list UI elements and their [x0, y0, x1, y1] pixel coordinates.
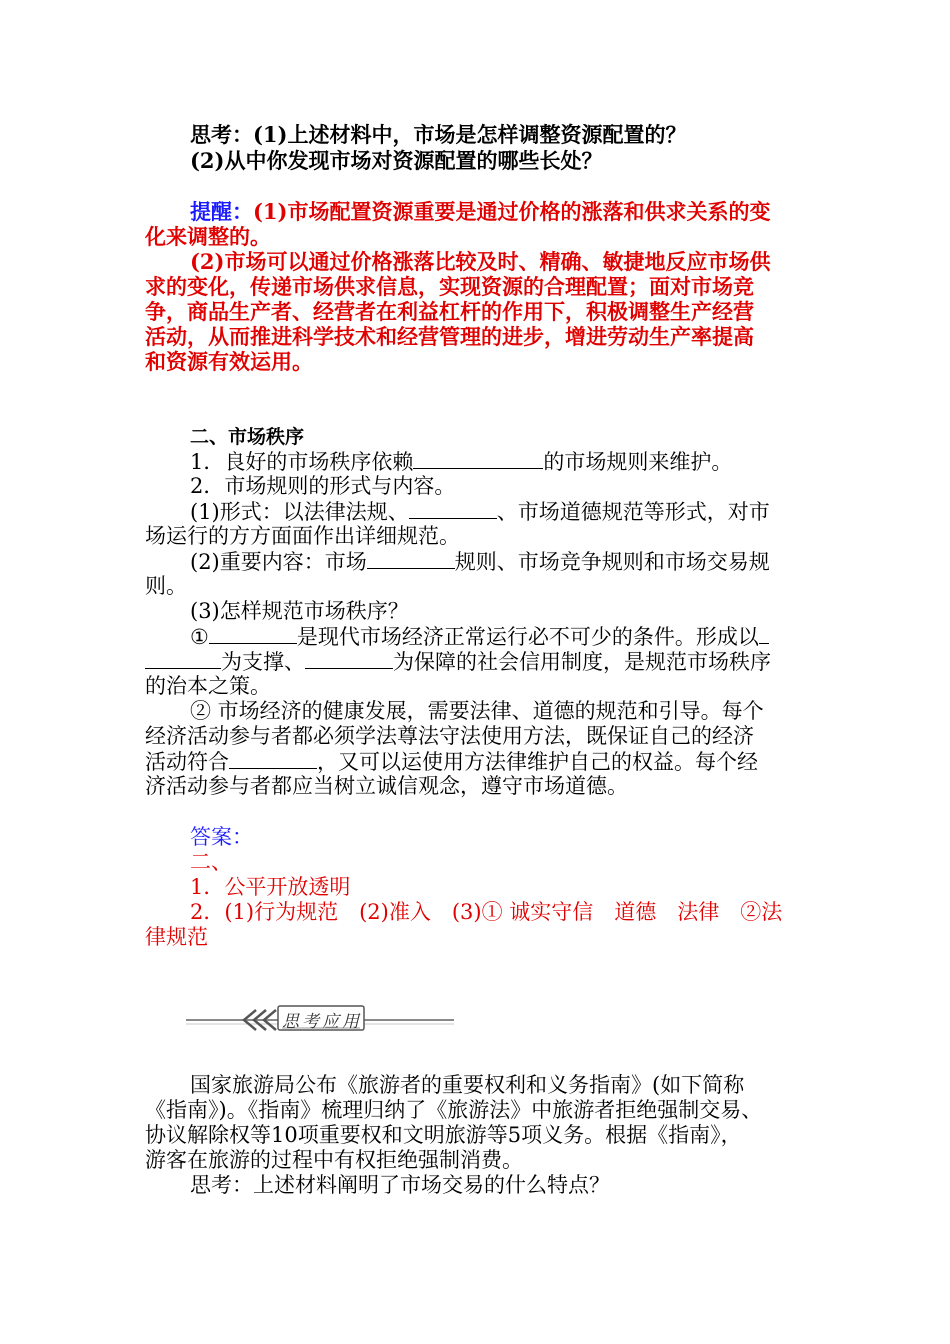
- content-text-before: (2)重要内容：市场: [190, 550, 367, 574]
- hint-answer-2-line-3: 争，商品生产者、经营者在利益杠杆的作用下，积极调整生产经营: [145, 299, 754, 324]
- form-line-1: [190, 498, 770, 525]
- circle-2-line-1: ② 市场经济的健康发展，需要法律、道德的规范和引导。每个: [190, 699, 764, 723]
- material-line-3: 协议解除权等10项重要权和文明旅游等5项义务。根据《指南》，: [145, 1123, 742, 1147]
- blank-3: [367, 548, 455, 569]
- content-line-1: [190, 548, 770, 575]
- hint-answer-2-line-2: 求的变化，传递市场供求信息，实现资源的合理配置；面对市场竞: [145, 274, 754, 299]
- section-heading-market-order: 二、市场秩序: [190, 426, 305, 448]
- how-regulate: (3)怎样规范市场秩序？: [190, 599, 409, 623]
- item-1-text-after: 的市场规则来维护。: [543, 450, 733, 474]
- circle-2-line-3: [145, 748, 758, 775]
- blank-2: [409, 498, 497, 519]
- hint-label: 提醒：: [190, 199, 253, 224]
- circle-1-support: 为支撑、: [221, 650, 305, 674]
- hint-answer-2-line-5: 和资源有效运用。: [145, 349, 313, 374]
- answers-line-2: 1．公平开放透明: [190, 875, 351, 899]
- answers-line-4: 律规范: [145, 925, 208, 949]
- hint-answer-1-cont: 化来调整的。: [145, 224, 271, 249]
- hint-line-1: [190, 199, 770, 225]
- blank-4: [209, 623, 297, 644]
- circle-2-line-2: 经济活动参与者都必须学法尊法守法使用方法，既保证自己的经济: [145, 724, 754, 748]
- answers-label: 答案：: [190, 825, 253, 849]
- circle-1-guarantee: 为保障的社会信用制度，是规范市场秩序: [393, 650, 771, 674]
- form-text-before: (1)形式：以法律法规、: [190, 500, 409, 524]
- material-line-1: 国家旅游局公布《旅游者的重要权利和义务指南》(如下简称: [190, 1073, 745, 1097]
- content-text-after: 规则、市场竞争规则和市场交易规: [454, 550, 770, 574]
- circle-2-line-4: 济活动参与者都应当树立诚信观念，遵守市场道德。: [145, 774, 628, 798]
- think-question-2: (2)从中你发现市场对资源配置的哪些长处？: [190, 148, 603, 173]
- banner-label: 思考应用: [282, 1012, 362, 1032]
- circle-1-text: 是现代市场经济正常运行必不可少的条件。形成以: [296, 625, 759, 649]
- blank-6: [305, 648, 393, 669]
- item-1: [190, 448, 732, 475]
- circle-2-text-before: 活动符合: [145, 750, 229, 774]
- form-text-after: 、市场道德规范等形式，对市: [496, 500, 770, 524]
- circle-1-line-1: [190, 623, 769, 650]
- circle-1-line-2: [145, 648, 771, 675]
- hint-answer-2-line-1: (2)市场可以通过价格涨落比较及时、精确、敏捷地反应市场供: [190, 249, 771, 274]
- material-line-2: 《指南》)。《指南》梳理归纳了《旅游法》中旅游者拒绝强制交易、: [145, 1098, 763, 1122]
- item-2: 2．市场规则的形式与内容。: [190, 474, 456, 498]
- answers-line-1: 二、: [190, 850, 232, 874]
- hint-answer-2-line-4: 活动，从而推进科学技术和经营管理的进步，增进劳动生产率提高: [145, 324, 754, 349]
- content-line-2: 则。: [145, 574, 187, 598]
- circle-1-line-3: 的治本之策。: [145, 674, 271, 698]
- blank-1: [413, 448, 543, 469]
- blank-5-start: [759, 623, 769, 644]
- form-line-2: 场运行的方方面面作出详细规范。: [145, 524, 460, 548]
- material-line-4: 游客在旅游的过程中有权拒绝强制消费。: [145, 1148, 523, 1172]
- circle-2-text-after: ，又可以运使用方法律维护自己的权益。每个经: [317, 750, 758, 774]
- hint-answer-1: (1)市场配置资源重要是通过价格的涨落和供求关系的变: [253, 199, 771, 224]
- think-apply-banner: [186, 1000, 454, 1034]
- blank-5-end: [145, 648, 221, 669]
- blank-7: [229, 748, 317, 769]
- think-question-1: 思考：(1)上述材料中，市场是怎样调整资源配置的？: [190, 122, 687, 147]
- item-1-text-before: 1．良好的市场秩序依赖: [190, 450, 414, 474]
- material-question: 思考：上述材料阐明了市场交易的什么特点？: [190, 1173, 610, 1197]
- answers-line-3: 2．(1)行为规范 (2)准入 (3)① 诚实守信 道德 法律 ②法: [190, 900, 783, 924]
- circle-1-marker: ①: [190, 625, 209, 649]
